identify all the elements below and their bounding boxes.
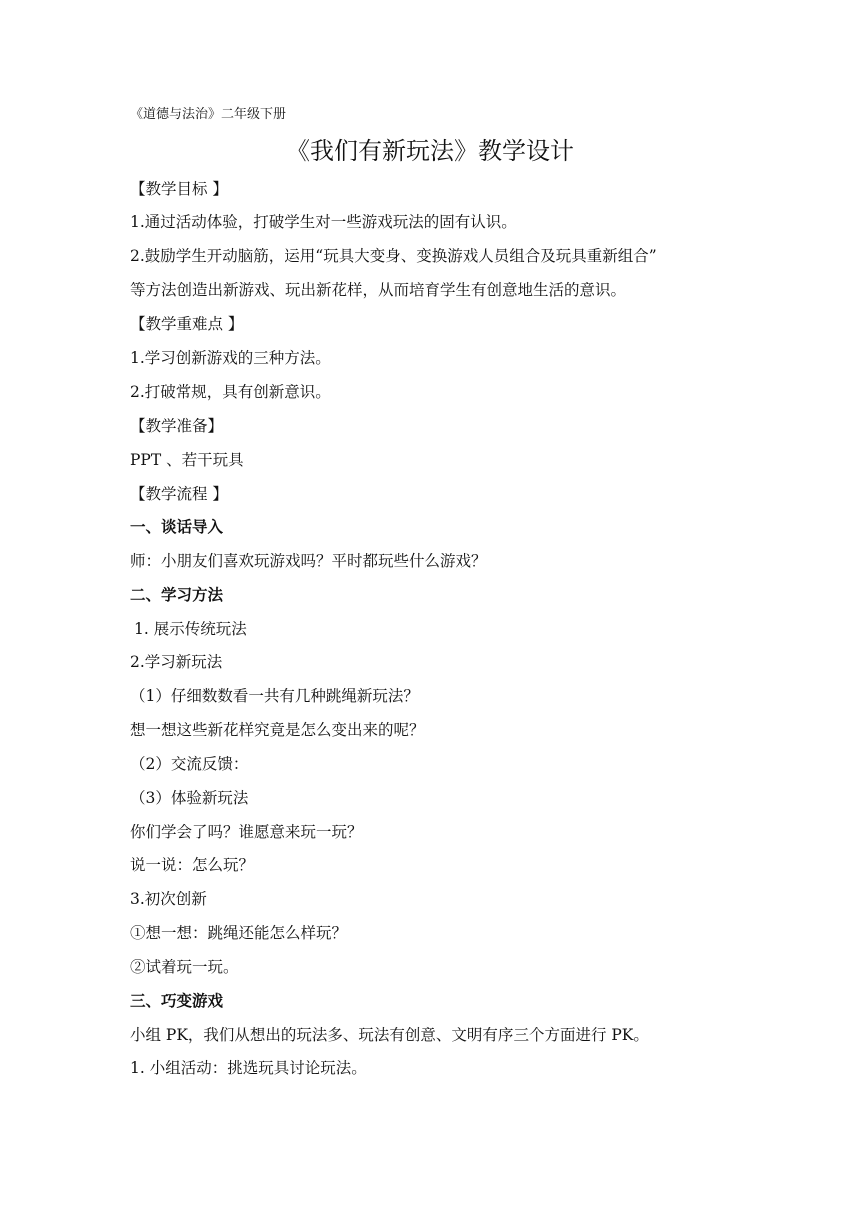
preparation-materials: PPT 、若干玩具 [130,451,244,469]
step-show-traditional: 1. 展示传统玩法 [134,620,247,638]
section-heading-objectives: 【教学目标 】 [130,180,228,198]
step-learn-new: 2.学习新玩法 [130,653,223,671]
section-heading-preparation: 【教学准备】 [130,417,224,435]
paragraph-teacher-question: 师：小朋友们喜欢玩游戏吗？平时都玩些什么游戏？ [130,552,487,570]
key-point-1: 1.学习创新游戏的三种方法。 [130,349,331,367]
item-try: ②试着玩一玩。 [130,958,239,976]
substep-count: （1）仔细数数看一共有几种跳绳新玩法？ [130,687,419,705]
paragraph-who-plays: 你们学会了吗？谁愿意来玩一玩？ [130,823,363,841]
part-two-heading: 二、学习方法 [130,585,224,604]
section-heading-key-points: 【教学重难点 】 [130,315,244,333]
document-title: 《我们有新玩法》教学设计 [286,137,574,165]
objective-2: 2.鼓励学生开动脑筋，运用“玩具大变身、变换游戏人员组合及玩具重新组合” [130,247,657,265]
part-three-heading: 三、巧变游戏 [130,991,224,1010]
paragraph-group-pk: 小组 PK，我们从想出的玩法多、玩法有创意、文明有序三个方面进行 PK。 [130,1026,649,1044]
key-point-2: 2.打破常规，具有创新意识。 [130,383,331,401]
step-group-activity: 1. 小组活动：挑选玩具讨论玩法。 [130,1059,367,1077]
item-think: ①想一想：跳绳还能怎么样玩？ [130,924,348,942]
objective-2-continued: 等方法创造出新游戏、玩出新花样，从而培育学生有创意地生活的意识。 [130,281,627,299]
part-one-heading: 一、谈话导入 [130,517,224,536]
step-first-innovation: 3.初次创新 [130,890,207,908]
paragraph-how-play: 说一说：怎么玩？ [130,856,255,874]
objective-1: 1.通过活动体验，打破学生对一些游戏玩法的固有认识。 [130,213,517,231]
section-heading-process: 【教学流程 】 [130,485,228,503]
substep-experience: （3）体验新玩法 [130,789,249,807]
document-subtitle: 《道德与法治》二年级下册 [130,107,287,122]
paragraph-think: 想一想这些新花样究竟是怎么变出来的呢？ [130,721,425,739]
substep-feedback: （2）交流反馈： [130,755,249,773]
